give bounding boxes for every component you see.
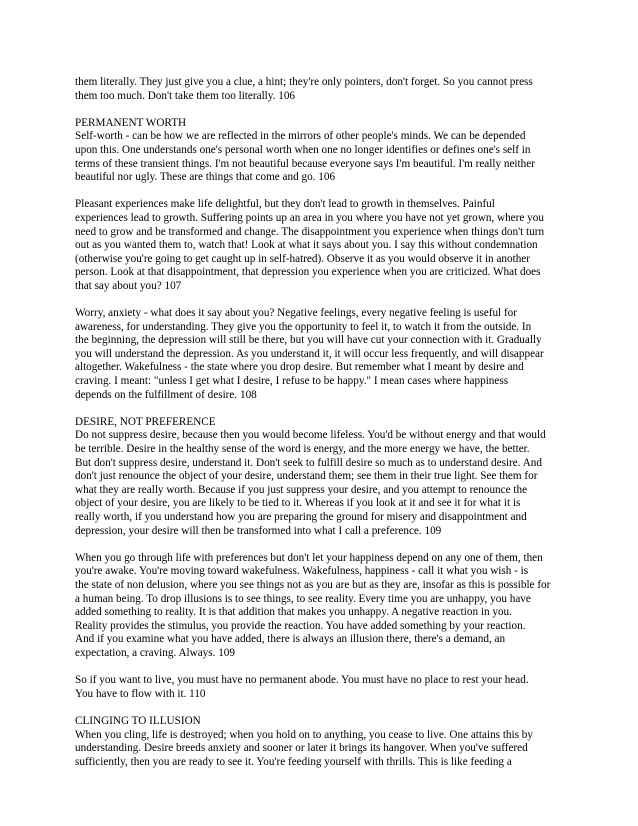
- text-line: don't just renounce the object of your desire, understand them; see them in their true light. See them for: [75, 470, 538, 483]
- text-line: the beginning, the depression will still be there, but you will have cut your connection with it. Gradually: [75, 334, 542, 347]
- text-line: awareness, for understanding. They give you the opportunity to feel it, to watch it from the outside. In: [75, 320, 532, 333]
- text-line: (otherwise you're going to get caught up in self-hatred). Observe it as you would observe it in another: [75, 252, 530, 265]
- section: [75, 416, 565, 538]
- section-heading: CLINGING TO ILLUSION: [75, 714, 201, 727]
- text-line: When you cling, life is destroyed; when you hold on to anything, you cease to live. One attains this by: [75, 728, 533, 741]
- text-line: them too much. Don't take them too literally. 106: [75, 89, 296, 102]
- text-line: what they are really worth. Because if you just suppress your desire, and you attempt to renounce the: [75, 483, 528, 496]
- text-line: experiences lead to growth. Suffering points up an area in you where you have not yet grown, where you: [75, 211, 544, 224]
- text-line: understanding. Desire breeds anxiety and sooner or later it brings its hangover. When you've suffered: [75, 742, 528, 755]
- text-line: expectation, a craving. Always. 109: [75, 646, 235, 659]
- text-line: object of your desire, you are likely to be tied to it. Whereas if you look at it and see it for what it is: [75, 497, 521, 510]
- text-line: Self-worth - can be how we are reflected in the mirrors of other people's minds. We can be depended: [75, 130, 526, 143]
- text-line: Worry, anxiety - what does it say about you? Negative feelings, every negative feeling is useful for: [75, 307, 517, 320]
- text-line: you're awake. You're moving toward wakefulness. Wakefulness, happiness - call it what you wish - is: [75, 565, 529, 578]
- text-line: sufficiently, then you are ready to see it. You're feeding yourself with thrills. This is like feeding a: [75, 755, 512, 768]
- document-page: [75, 76, 565, 783]
- text-line: need to grow and be transformed and change. The disappointment you experience when things don't turn: [75, 225, 545, 238]
- text-line: And if you examine what you have added, there is always an illusion there, there's a demand, an: [75, 633, 506, 646]
- text-line: added something to reality. It is that addition that makes you unhappy. A negative reaction in you.: [75, 606, 512, 619]
- text-line: you will understand the depression. As you understand it, it will occur less frequently, and will disappear: [75, 347, 544, 360]
- text-line: really worth, if you understand how you are preparing the ground for misery and disappointment and: [75, 511, 527, 523]
- text-line: out as you wanted them to, watch that! Look at what it says about you. I say this without condemnation: [75, 239, 538, 252]
- text-line: a human being. To drop illusions is to see things, to see reality. Every time you are unhappy, you have: [75, 592, 531, 605]
- paragraph: [75, 552, 565, 661]
- text-line: But don't suppress desire, understand it. Don't seek to fulfill desire so much as to understand desire. And: [75, 456, 542, 469]
- paragraph: [75, 76, 565, 103]
- text-line: the state of non delusion, where you see things not as you are but as they are, insofar as this is possible for: [75, 578, 551, 591]
- text-line: that say about you? 107: [75, 279, 182, 292]
- text-line: be terrible. Desire in the healthy sense of the word is energy, and the more energy we have, the better.: [75, 443, 530, 456]
- text-line: altogether. Wakefulness - the state where you drop desire. But remember what I meant by desire and: [75, 361, 524, 374]
- text-line: craving. I meant: "unless I get what I desire, I refuse to be happy." I mean cases where happiness: [75, 375, 509, 388]
- text-line: upon this. One understands one's personal worth when one no longer identifies or defines one's self in: [75, 143, 531, 156]
- paragraph: [75, 674, 565, 701]
- text-line: When you go through life with preferences but don't let your happiness depend on any one of them, then: [75, 551, 543, 564]
- section: [75, 117, 565, 185]
- paragraph: [75, 198, 565, 293]
- text-line: Pleasant experiences make life delightful, but they don't lead to growth in themselves. Painful: [75, 198, 495, 211]
- section-heading: PERMANENT WORTH: [75, 116, 187, 129]
- text-line: depends on the fulfillment of desire. 108: [75, 388, 257, 401]
- section-heading: DESIRE, NOT PREFERENCE: [75, 415, 216, 428]
- text-line: person. Look at that disappointment, that depression you experience when you are criticized. What does: [75, 266, 541, 279]
- section: [75, 715, 565, 769]
- text-line: Do not suppress desire, because then you would become lifeless. You'd be without energy and that would: [75, 429, 546, 442]
- text-line: Reality provides the stimulus, you provide the reaction. You have added something by your reaction.: [75, 619, 526, 632]
- text-line: You have to flow with it. 110: [75, 687, 206, 700]
- text-line: depression, your desire will then be transformed into what I call a preference. 109: [75, 524, 442, 537]
- text-line: So if you want to live, you must have no permanent abode. You must have no place to rest your head.: [75, 674, 529, 687]
- text-line: terms of these transient things. I'm not beautiful because everyone says I'm beautiful. I'm really neither: [75, 157, 535, 170]
- text-line: them literally. They just give you a clue, a hint; they're only pointers, don't forget. So you cannot press: [75, 76, 533, 88]
- paragraph: [75, 307, 565, 402]
- text-line: beautiful nor ugly. These are things that come and go. 106: [75, 171, 336, 184]
